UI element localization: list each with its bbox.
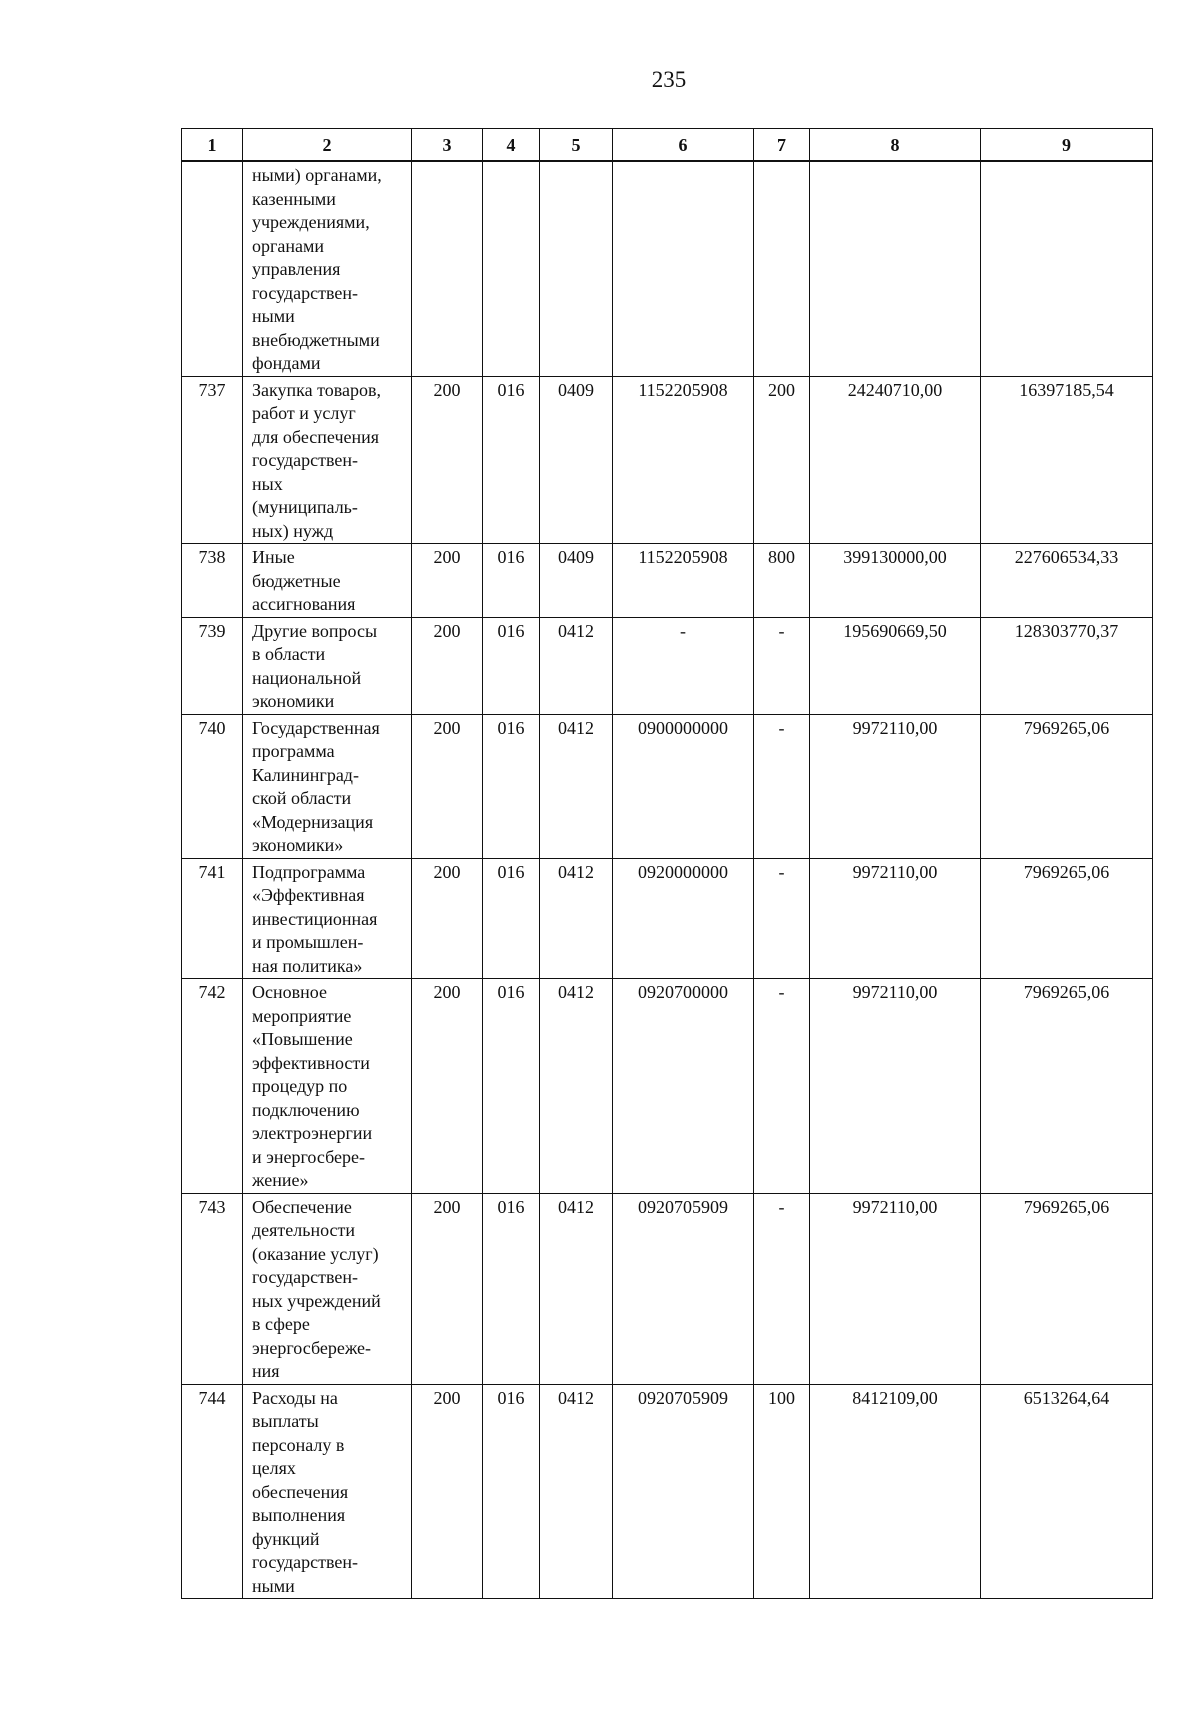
row-col-5: 0412 <box>540 1384 613 1599</box>
row-col-9: 6513264,64 <box>981 1384 1153 1599</box>
row-col-4: 016 <box>483 1384 540 1599</box>
row-col-7: - <box>754 1193 810 1384</box>
row-name: Государственная программа Калининград- ской области «Модернизация экономики» <box>243 714 412 858</box>
row-col-6 <box>613 161 754 376</box>
row-col-3: 200 <box>412 979 483 1194</box>
row-col-3: 200 <box>412 1384 483 1599</box>
table-row <box>182 1384 1153 1599</box>
row-col-5: 0412 <box>540 714 613 858</box>
page-number: 235 <box>651 67 687 92</box>
row-col-7: - <box>754 979 810 1194</box>
row-col-3: 200 <box>412 617 483 714</box>
row-col-3 <box>412 161 483 376</box>
row-col-6: 0900000000 <box>613 714 754 858</box>
table-row <box>182 979 1153 1194</box>
row-col-8: 9972110,00 <box>810 979 981 1194</box>
row-number <box>182 161 243 376</box>
row-col-3: 200 <box>412 858 483 979</box>
row-col-4: 016 <box>483 979 540 1194</box>
row-col-9: 7969265,06 <box>981 858 1153 979</box>
row-col-8: 399130000,00 <box>810 544 981 618</box>
row-number: 737 <box>182 376 243 544</box>
row-col-5: 0409 <box>540 544 613 618</box>
row-col-7: - <box>754 858 810 979</box>
row-col-6: 1152205908 <box>613 376 754 544</box>
row-col-4: 016 <box>483 376 540 544</box>
row-col-5: 0412 <box>540 1193 613 1384</box>
header-col-8: 8 <box>810 129 981 162</box>
row-col-9: 7969265,06 <box>981 979 1153 1194</box>
row-name: ными) органами, казенными учреждениями, органами управления государствен- ными внебюджетными фондами <box>243 161 412 376</box>
row-col-5: 0412 <box>540 979 613 1194</box>
row-col-4: 016 <box>483 544 540 618</box>
table-row <box>182 376 1153 544</box>
row-col-9: 7969265,06 <box>981 1193 1153 1384</box>
header-col-7: 7 <box>754 129 810 162</box>
row-col-9: 227606534,33 <box>981 544 1153 618</box>
row-col-4: 016 <box>483 858 540 979</box>
header-row <box>182 129 1153 162</box>
row-col-5: 0412 <box>540 858 613 979</box>
table-row <box>182 714 1153 858</box>
row-number: 738 <box>182 544 243 618</box>
table-row <box>182 858 1153 979</box>
row-name: Подпрограмма «Эффективная инвестиционная и промышлен- ная политика» <box>243 858 412 979</box>
row-col-5: 0412 <box>540 617 613 714</box>
row-col-6: 0920000000 <box>613 858 754 979</box>
row-col-7: 800 <box>754 544 810 618</box>
row-col-4: 016 <box>483 714 540 858</box>
header-col-6: 6 <box>613 129 754 162</box>
row-col-9: 128303770,37 <box>981 617 1153 714</box>
row-name: Обеспечение деятельности (оказание услуг) государствен- ных учреждений в сфере энергосбереже- ния <box>243 1193 412 1384</box>
row-number: 744 <box>182 1384 243 1599</box>
row-col-6: 0920700000 <box>613 979 754 1194</box>
row-col-6: 0920705909 <box>613 1384 754 1599</box>
table-row <box>182 1193 1153 1384</box>
row-col-5: 0409 <box>540 376 613 544</box>
row-col-8: 9972110,00 <box>810 858 981 979</box>
header-col-1: 1 <box>182 129 243 162</box>
row-name: Основное мероприятие «Повышение эффективности процедур по подключению электроэнергии и энергосбере- жение» <box>243 979 412 1194</box>
row-col-4 <box>483 161 540 376</box>
row-col-4: 016 <box>483 1193 540 1384</box>
row-col-5 <box>540 161 613 376</box>
header-col-4: 4 <box>483 129 540 162</box>
row-col-7: 100 <box>754 1384 810 1599</box>
row-name: Иные бюджетные ассигнования <box>243 544 412 618</box>
row-col-8: 9972110,00 <box>810 1193 981 1384</box>
row-number: 743 <box>182 1193 243 1384</box>
row-col-7: - <box>754 617 810 714</box>
header-col-5: 5 <box>540 129 613 162</box>
table-row <box>182 161 1153 376</box>
row-col-8: 9972110,00 <box>810 714 981 858</box>
row-name: Расходы на выплаты персоналу в целях обеспечения выполнения функций государствен- ными <box>243 1384 412 1599</box>
header-col-2: 2 <box>243 129 412 162</box>
header-col-3: 3 <box>412 129 483 162</box>
row-col-9: 16397185,54 <box>981 376 1153 544</box>
row-col-3: 200 <box>412 714 483 858</box>
row-number: 740 <box>182 714 243 858</box>
row-col-6: - <box>613 617 754 714</box>
row-col-3: 200 <box>412 376 483 544</box>
table-row <box>182 544 1153 618</box>
row-col-8: 195690669,50 <box>810 617 981 714</box>
row-col-9 <box>981 161 1153 376</box>
row-col-3: 200 <box>412 1193 483 1384</box>
row-col-3: 200 <box>412 544 483 618</box>
row-name: Закупка товаров, работ и услуг для обеспечения государствен- ных (муниципаль- ных) нужд <box>243 376 412 544</box>
row-number: 739 <box>182 617 243 714</box>
table-row <box>182 617 1153 714</box>
row-col-9: 7969265,06 <box>981 714 1153 858</box>
row-col-6: 0920705909 <box>613 1193 754 1384</box>
row-number: 741 <box>182 858 243 979</box>
row-col-7: - <box>754 714 810 858</box>
budget-table <box>181 128 1153 1599</box>
row-col-6: 1152205908 <box>613 544 754 618</box>
row-col-8: 8412109,00 <box>810 1384 981 1599</box>
row-col-7: 200 <box>754 376 810 544</box>
row-col-8: 24240710,00 <box>810 376 981 544</box>
row-col-8 <box>810 161 981 376</box>
header-col-9: 9 <box>981 129 1153 162</box>
row-number: 742 <box>182 979 243 1194</box>
row-col-7 <box>754 161 810 376</box>
row-col-4: 016 <box>483 617 540 714</box>
row-name: Другие вопросы в области национальной экономики <box>243 617 412 714</box>
